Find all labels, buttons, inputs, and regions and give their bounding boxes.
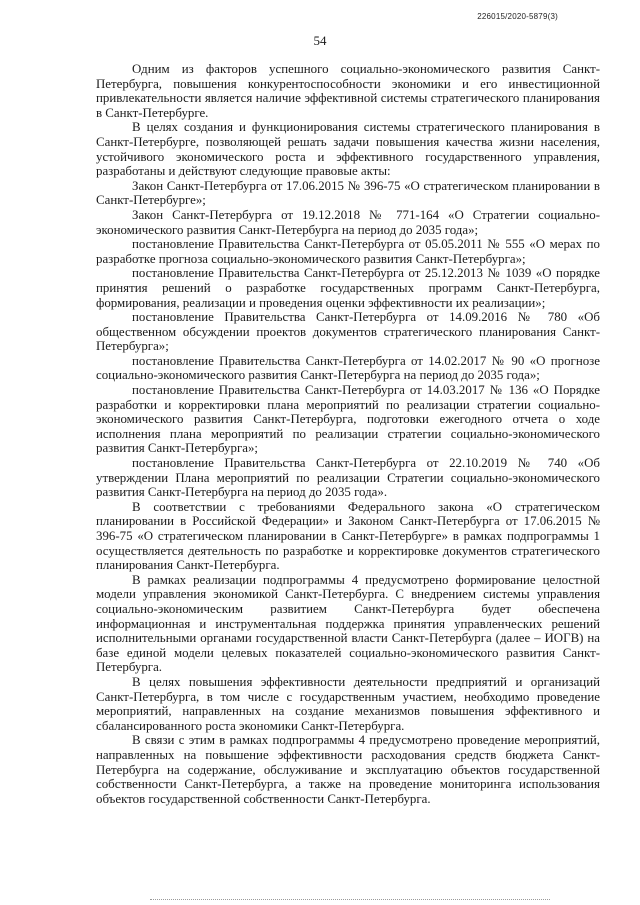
- paragraph: В рамках реализации подпрограммы 4 предусмотрено формирование целостной модели управления экономикой Санкт-Петербурга. С внедрением системы управления социально-экономическим развитием Санкт-Петербурга будет обеспечена информационная и инструментальная поддержка принятия управленческих решений исполнительными органами государственной власти Санкт-Петербурга (далее – ИОГВ) на базе единой модели целевых показателей социально-экономического развития Санкт-Петербурга.: [96, 572, 600, 675]
- document-registration-number: 226015/2020-5879(3): [477, 12, 558, 21]
- paragraph: В целях создания и функционирования системы стратегического планирования в Санкт-Петербурге, позволяющей решать задачи повышения качества жизни населения, устойчивого экономического роста и эффективного государственного управления, разработаны и действуют следующие правовые акты:: [96, 120, 600, 179]
- footer-divider: [150, 899, 550, 900]
- legal-act-item: постановление Правительства Санкт-Петербурга от 25.12.2013 № 1039 «О порядке принятия решений о разработке государственных программ Санкт-Петербурга, формирования, реализации и проведения оценки эффективности их реализации»;: [96, 266, 600, 310]
- legal-act-item: Закон Санкт-Петербурга от 17.06.2015 № 396-75 «О стратегическом планировании в Санкт-Петербурге»;: [96, 178, 600, 208]
- legal-act-item: постановление Правительства Санкт-Петербурга от 14.02.2017 № 90 «О прогнозе социально-экономического развития Санкт-Петербурга на период до 2035 года»;: [96, 353, 600, 383]
- legal-act-item: постановление Правительства Санкт-Петербурга от 14.09.2016 № 780 «Об общественном обсуждении проектов документов стратегического планирования Санкт-Петербурга»;: [96, 310, 600, 354]
- paragraph: В соответствии с требованиями Федерального закона «О стратегическом планировании в Российской Федерации» и Законом Санкт-Петербурга от 17.06.2015 № 396-75 «О стратегическом планировании в Санкт-Петербурге» в рамках подпрограммы 1 осуществляется деятельность по разработке и корректировке документов стратегического планирования Санкт-Петербурга.: [96, 499, 600, 573]
- paragraph: В целях повышения эффективности деятельности предприятий и организаций Санкт-Петербурга, в том числе с государственным участием, необходимо проведение мероприятий, направленных на создание механизмов повышения эффективного и сбалансированного роста экономики Санкт-Петербурга.: [96, 674, 600, 733]
- legal-act-item: Закон Санкт-Петербурга от 19.12.2018 № 771-164 «О Стратегии социально-экономического развития Санкт-Петербурга на период до 2035 года»;: [96, 207, 600, 237]
- document-body: [96, 62, 600, 806]
- legal-act-item: постановление Правительства Санкт-Петербурга от 22.10.2019 № 740 «Об утверждении Плана мероприятий по реализации Стратегии социально-экономического развития Санкт-Петербурга на период до 2035 года».: [96, 456, 600, 500]
- paragraph: Одним из факторов успешного социально-экономического развития Санкт-Петербурга, повышения конкурентоспособности экономики и его инвестиционной привлекательности является наличие эффективной системы стратегического планирования в Санкт-Петербурге.: [96, 62, 600, 120]
- paragraph: В связи с этим в рамках подпрограммы 4 предусмотрено проведение мероприятий, направленных на повышение эффективности расходования средств бюджета Санкт-Петербурга на содержание, обслуживание и эксплуатацию объектов государственной собственности Санкт-Петербурга, а также на проведение мониторинга использования объектов государственной собственности Санкт-Петербурга.: [96, 733, 600, 806]
- legal-act-item: постановление Правительства Санкт-Петербурга от 14.03.2017 № 136 «О Порядке разработки и корректировки плана мероприятий по реализации стратегии социально-экономического развития Санкт-Петербурга, подготовки ежегодного отчета о ходе исполнения плана мероприятий по реализации стратегии социально-экономического развития Санкт-Петербурга»;: [96, 383, 600, 456]
- page-number: 54: [313, 33, 327, 48]
- legal-act-item: постановление Правительства Санкт-Петербурга от 05.05.2011 № 555 «О мерах по разработке прогноза социально-экономического развития Санкт-Петербурга»;: [96, 237, 600, 266]
